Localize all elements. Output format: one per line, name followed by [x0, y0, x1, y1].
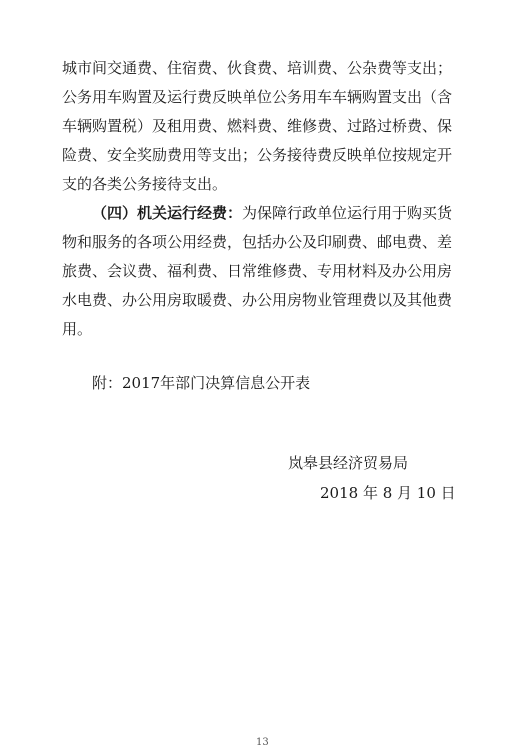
body-text [62, 54, 476, 344]
paragraph-line: 车辆购置税）及租用费、燃料费、维修费、过路过桥费、保 [62, 117, 453, 135]
section-heading: （四）机关运行经费： [92, 204, 243, 222]
paragraph-line: 水电费、办公用房取暖费、办公用房物业管理费以及其他费 [62, 291, 453, 309]
paragraph-text: 为保障行政单位运行用于购买货 [242, 204, 453, 222]
paragraph-line: 支的各类公务接待支出。 [62, 175, 228, 193]
paragraph-line: 用。 [62, 320, 93, 338]
paragraph-line: 旅费、会议费、福利费、日常维修费、专用材料及办公用房 [62, 262, 453, 280]
paragraph-line: 物和服务的各项公用经费，包括办公及印刷费、邮电费、差 [62, 233, 453, 251]
page-number: 13 [256, 737, 269, 748]
attachment-note: 附：2017年部门决算信息公开表 [92, 374, 311, 392]
signature-date: 2018 年 8 月 10 日 [320, 484, 456, 502]
paragraph-line: 险费、安全奖励费用等支出；公务接待费反映单位按规定开 [62, 146, 453, 164]
signature-organization: 岚皋县经济贸易局 [288, 454, 409, 472]
paragraph-line: 城市间交通费、住宿费、伙食费、培训费、公杂费等支出； [62, 59, 453, 77]
paragraph-first-line [62, 199, 476, 228]
paragraph-line: 公务用车购置及运行费反映单位公务用车车辆购置支出（含 [62, 88, 453, 106]
signature-block [288, 448, 456, 508]
